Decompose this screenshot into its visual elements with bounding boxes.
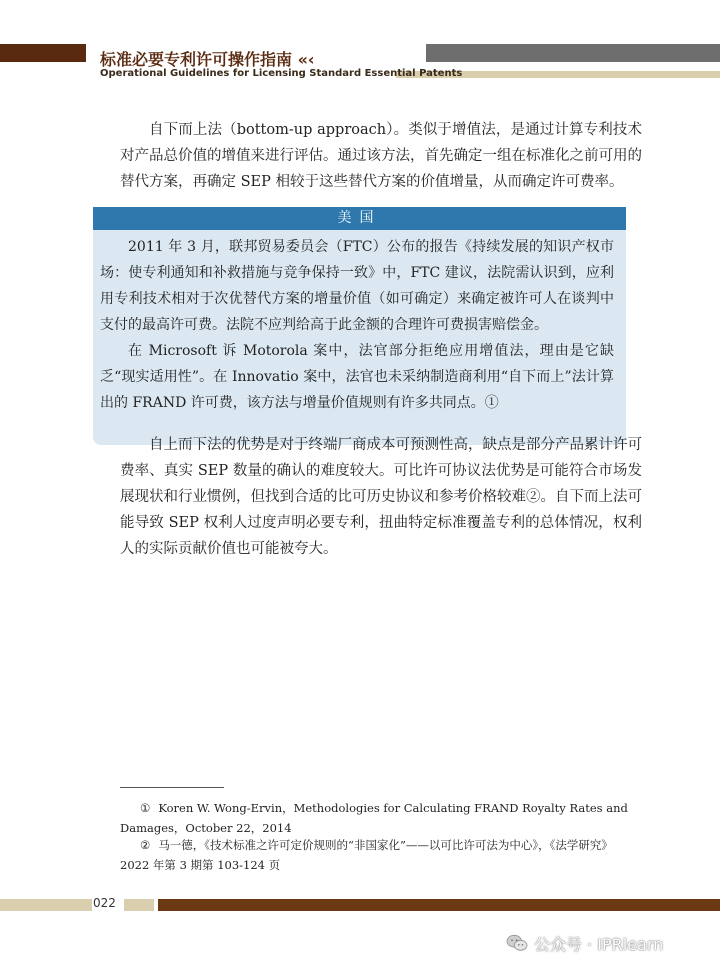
body-paragraph-comparison: 自上而下法的优势是对于终端厂商成本可预测性高，缺点是部分产品累计许可费率、真实 SEP 数量的确认的难度较大。可比许可协议法优势是可能符合市场发展现状和行业惯例，但找到合适的比可历史协议和参考价格较难②。自下而上法可能导致 SEP 权利人过度声明必要专利，扭曲特定标准覆盖专利的总体情况，权利人的实际贡献价值也可能被夸大。	[120, 437, 642, 557]
body-paragraph-bottom-up: 自下而上法（bottom-up approach）。类似于增值法，是通过计算专利技术对产品总价值的增值来进行评估。通过该方法，首先确定一组在标准化之前可用的替代方案，再确定 SEP 相较于这些替代方案的价值增量，从而确定许可费率。	[120, 122, 642, 190]
header-accent-block	[0, 44, 86, 62]
wechat-icon	[506, 933, 528, 953]
watermark	[506, 931, 663, 955]
running-header-title: 标准必要专利许可操作指南 «‹	[100, 50, 315, 69]
footer-mid-stripe	[124, 899, 154, 911]
box-paragraph-ftc: 2011 年 3 月，联邦贸易委员会（FTC）公布的报告《持续发展的知识产权市场：使专利通知和补救措施与竞争保持一致》中，FTC 建议，法院需认识到，应利用专利技术相对于次优替代方案的增量价值（如可确定）来确定被许可人在谈判中支付的最高许可费。法院不应判给高于此金额的合理许可费损害赔偿金。	[100, 239, 614, 333]
footer-bar	[158, 899, 720, 911]
footnote-2-text: 马一德，《技术标准之许可定价规则的“非国家化”——以可比许可法为中心》，《法学研究》2022 年第 3 期第 103-124 页	[120, 838, 613, 872]
footnote-1-mark: ①	[140, 801, 151, 815]
watermark-text: 公众号 · IPRlearn	[534, 934, 664, 954]
box-paragraph-cases: 在 Microsoft 诉 Motorola 案中，法官部分拒绝应用增值法，理由是它缺乏“现实适用性”。在 Innovatio 案中，法官也未采纳制造商利用“自下而上”法计算出的 FRAND 许可费，该方法与增量价值规则有许多共同点。①	[100, 343, 614, 411]
box-heading: 美国	[93, 207, 626, 230]
footnote-2	[120, 835, 636, 875]
footnote-1-text: Koren W. Wong-Ervin，Methodologies for Calculating FRAND Royalty Rates and Damages，October 22，2014	[120, 801, 628, 835]
footnote-divider	[120, 787, 224, 788]
footnote-1	[120, 798, 636, 838]
footer-left-stripe	[0, 899, 92, 911]
running-header-subtitle: Operational Guidelines for Licensing Standard Essential Patents	[100, 68, 463, 79]
sidebar-box-usa	[93, 207, 626, 445]
page-number: 022	[93, 896, 116, 910]
footnote-2-mark: ②	[140, 838, 151, 852]
box-body	[93, 230, 626, 416]
